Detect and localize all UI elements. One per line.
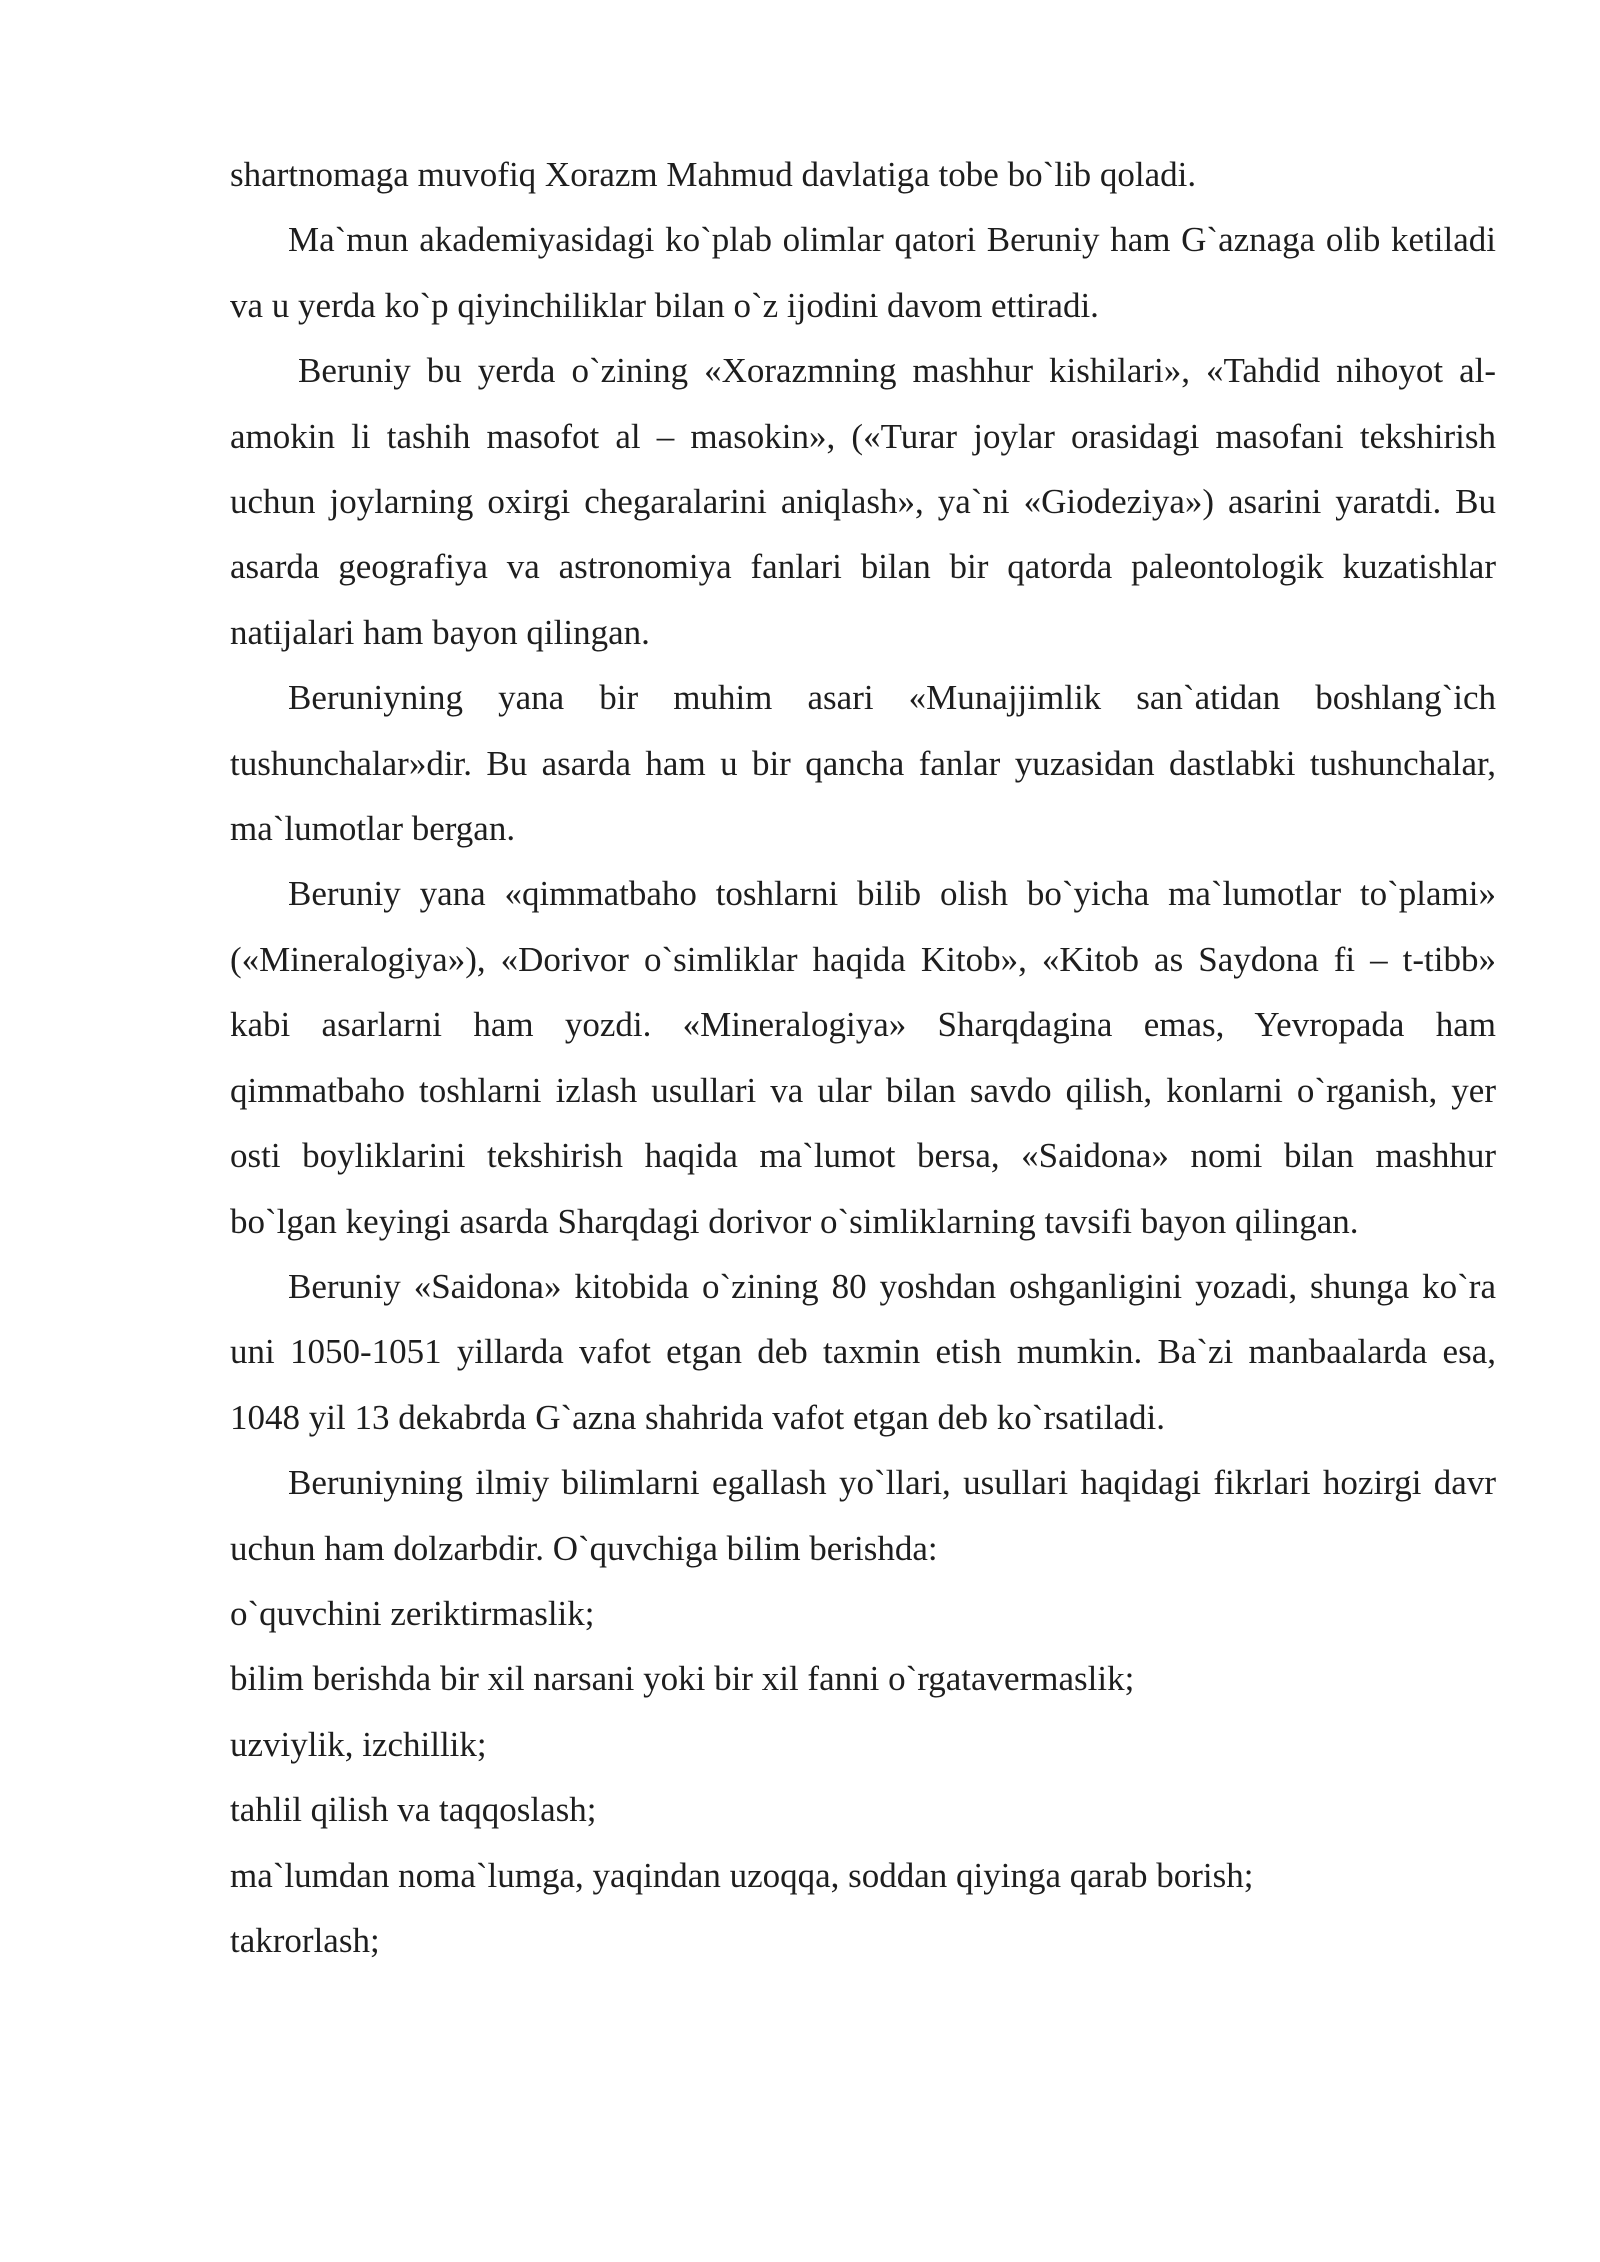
- list-item: ma`lumdan noma`lumga, yaqindan uzoqqa, soddan qiyinga qarab borish;: [230, 1855, 1254, 1895]
- paragraph: Beruniyning ilmiy bilimlarni egallash yo`llari, usullari haqidagi fikrlari hozirgi davr uchun ham dolzarbdir. O`quvchiga bilim berishda:: [230, 1463, 1496, 1568]
- paragraph: Beruniy bu yerda o`zining «Xorazmning mashhur kishilari», «Tahdid nihoyot al-amokin li tashih masofot al – masokin», («Turar joylar orasidagi masofani tekshirish uchun joylarning oxirgi chegaralarini aniqlash», ya`ni «Giodeziya») asarini yaratdi. Bu asarda geografiya va astronomiya fanlari bilan bir qatorda paleontologik kuzatishlar natijalari ham bayon qilingan.: [230, 351, 1496, 652]
- paragraph: shartnomaga muvofiq Xorazm Mahmud davlatiga tobe bo`lib qoladi.: [230, 155, 1197, 194]
- list-item: uzviylik, izchillik;: [230, 1724, 487, 1764]
- list-item: o`quvchini zeriktirmaslik;: [230, 1593, 595, 1633]
- paragraph: Beruniy «Saidona» kitobida o`zining 80 yoshdan oshganligini yozadi, shunga ko`ra uni 1050-1051 yillarda vafot etgan deb taxmin etish mumkin. Ba`zi manbaalarda esa, 1048 yil 13 dekabrda G`azna shahrida vafot etgan deb ko`rsatiladi.: [230, 1266, 1496, 1437]
- paragraph: Beruniy yana «qimmatbaho toshlarni bilib olish bo`yicha ma`lumotlar to`plami» («Mineralogiya»), «Dorivor o`simliklar haqida Kitob», «Kitob as Saydona fi – t-tibb» kabi asarlarni ham yozdi. «Mineralogiya» Sharqdagina emas, Yevropada ham qimmatbaho toshlarni izlash usullari va ular bilan savdo qilish, konlarni o`rganish, yer osti boyliklarini tekshirish haqida ma`lumot bersa, «Saidona» nomi bilan mashhur bo`lgan keyingi asarda Sharqdagi dorivor o`simliklarning tavsifi bayon qilingan.: [230, 874, 1496, 1241]
- paragraph: Ma`mun akademiyasidagi ko`plab olimlar qatori Beruniy ham G`aznaga olib ketiladi va u yerda ko`p qiyinchiliklar bilan o`z ijodini davom ettiradi.: [230, 220, 1496, 325]
- list-item: takrorlash;: [230, 1920, 380, 1960]
- document-page: [230, 142, 1496, 1973]
- list-item: bilim berishda bir xil narsani yoki bir xil fanni o`rgatavermaslik;: [230, 1659, 1135, 1699]
- paragraph: Beruniyning yana bir muhim asari «Munajjimlik san`atidan boshlang`ich tushunchalar»dir. Bu asarda ham u bir qancha fanlar yuzasidan dastlabki tushunchalar, ma`lumotlar bergan.: [230, 678, 1496, 849]
- list-item: tahlil qilish va taqqoslash;: [230, 1790, 597, 1830]
- principles-list: [230, 1581, 1496, 1973]
